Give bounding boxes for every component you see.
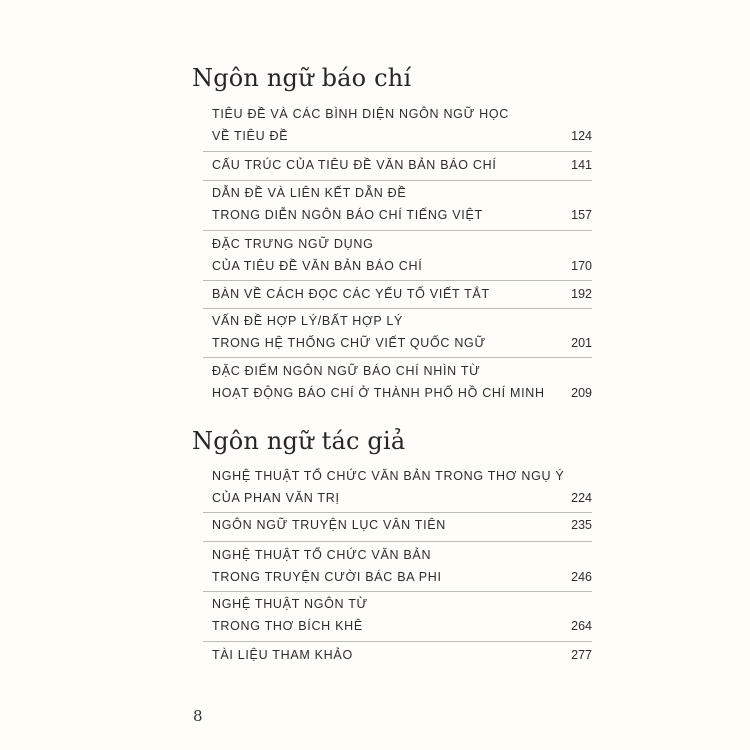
divider: [203, 180, 592, 181]
toc-entry: [212, 544, 592, 588]
page-number: 8: [193, 707, 203, 725]
toc-entry: [212, 310, 592, 354]
toc-page-number: 235: [571, 518, 592, 532]
toc-entry-line: HOẠT ĐỘNG BÁO CHÍ Ở THÀNH PHỐ HỒ CHÍ MINH: [212, 386, 545, 400]
toc-entry-line: ĐẶC TRƯNG NGỮ DỤNG: [212, 237, 374, 251]
divider: [203, 357, 592, 358]
toc-page-number: 264: [571, 619, 592, 633]
section-title-tac-gia: Ngôn ngữ tác giả: [192, 427, 406, 455]
toc-entry-line: VẤN ĐỀ HỢP LÝ/BẤT HỢP LÝ: [212, 314, 404, 328]
divider: [203, 230, 592, 231]
toc-entry: [212, 233, 592, 277]
toc-page-number: 170: [571, 259, 592, 273]
toc-entry-line: TRONG DIỄN NGÔN BÁO CHÍ TIẾNG VIỆT: [212, 208, 483, 222]
toc-entry: [212, 103, 592, 147]
toc-entry-line: NGÔN NGỮ TRUYỆN LỤC VÂN TIÊN: [212, 518, 447, 532]
toc-entry-line: VỀ TIÊU ĐỀ: [212, 129, 289, 143]
toc-entry-line: TRONG THƠ BÍCH KHÊ: [212, 619, 363, 633]
toc-entry-line: TIÊU ĐỀ VÀ CÁC BÌNH DIỆN NGÔN NGỮ HỌC: [212, 107, 510, 121]
toc-page-number: 201: [571, 336, 592, 350]
toc-page-number: 124: [571, 129, 592, 143]
toc-entry-line: CỦA TIÊU ĐỀ VĂN BẢN BÁO CHÍ: [212, 259, 423, 273]
toc-entry: [212, 154, 592, 176]
toc-page-number: 224: [571, 491, 592, 505]
toc-entry-line: NGHỆ THUẬT TỔ CHỨC VĂN BẢN TRONG THƠ NGỤ Ý: [212, 469, 565, 483]
toc-entry: [212, 593, 592, 637]
toc-entry-line: BÀN VỀ CÁCH ĐỌC CÁC YẾU TỐ VIẾT TẮT: [212, 287, 490, 301]
divider: [203, 591, 592, 592]
toc-entry-line: CẤU TRÚC CỦA TIÊU ĐỀ VĂN BẢN BÁO CHÍ: [212, 158, 497, 172]
toc-entry: [212, 283, 592, 305]
toc-page-number: 141: [571, 158, 592, 172]
toc-page-number: 277: [571, 648, 592, 662]
toc-entry: [212, 360, 592, 404]
toc-entry: [212, 644, 592, 666]
toc-entry-line: TRONG HỆ THỐNG CHỮ VIẾT QUỐC NGỮ: [212, 336, 486, 350]
divider: [203, 308, 592, 309]
toc-entry: [212, 182, 592, 226]
toc-entry: [212, 465, 592, 509]
toc-entry-line: DẪN ĐỀ VÀ LIÊN KẾT DẪN ĐỀ: [212, 186, 407, 200]
divider: [203, 280, 592, 281]
divider: [203, 541, 592, 542]
toc-entry-line: NGHỆ THUẬT NGÔN TỪ: [212, 597, 368, 611]
toc-entry-line: CỦA PHAN VĂN TRỊ: [212, 491, 340, 505]
divider: [203, 641, 592, 642]
divider: [203, 512, 592, 513]
toc-entry-line: ĐẶC ĐIỂM NGÔN NGỮ BÁO CHÍ NHÌN TỪ: [212, 364, 481, 378]
toc-entry-line: TÀI LIỆU THAM KHẢO: [212, 648, 353, 662]
toc-page-number: 157: [571, 208, 592, 222]
section-title-bao-chi: Ngôn ngữ báo chí: [192, 64, 412, 92]
toc-page-number: 192: [571, 287, 592, 301]
toc-entry: [212, 514, 592, 536]
toc-entry-line: NGHỆ THUẬT TỔ CHỨC VĂN BẢN: [212, 548, 432, 562]
toc-page-number: 209: [571, 386, 592, 400]
toc-entry-line: TRONG TRUYỆN CƯỜI BÁC BA PHI: [212, 570, 442, 584]
toc-page-number: 246: [571, 570, 592, 584]
divider: [203, 151, 592, 152]
